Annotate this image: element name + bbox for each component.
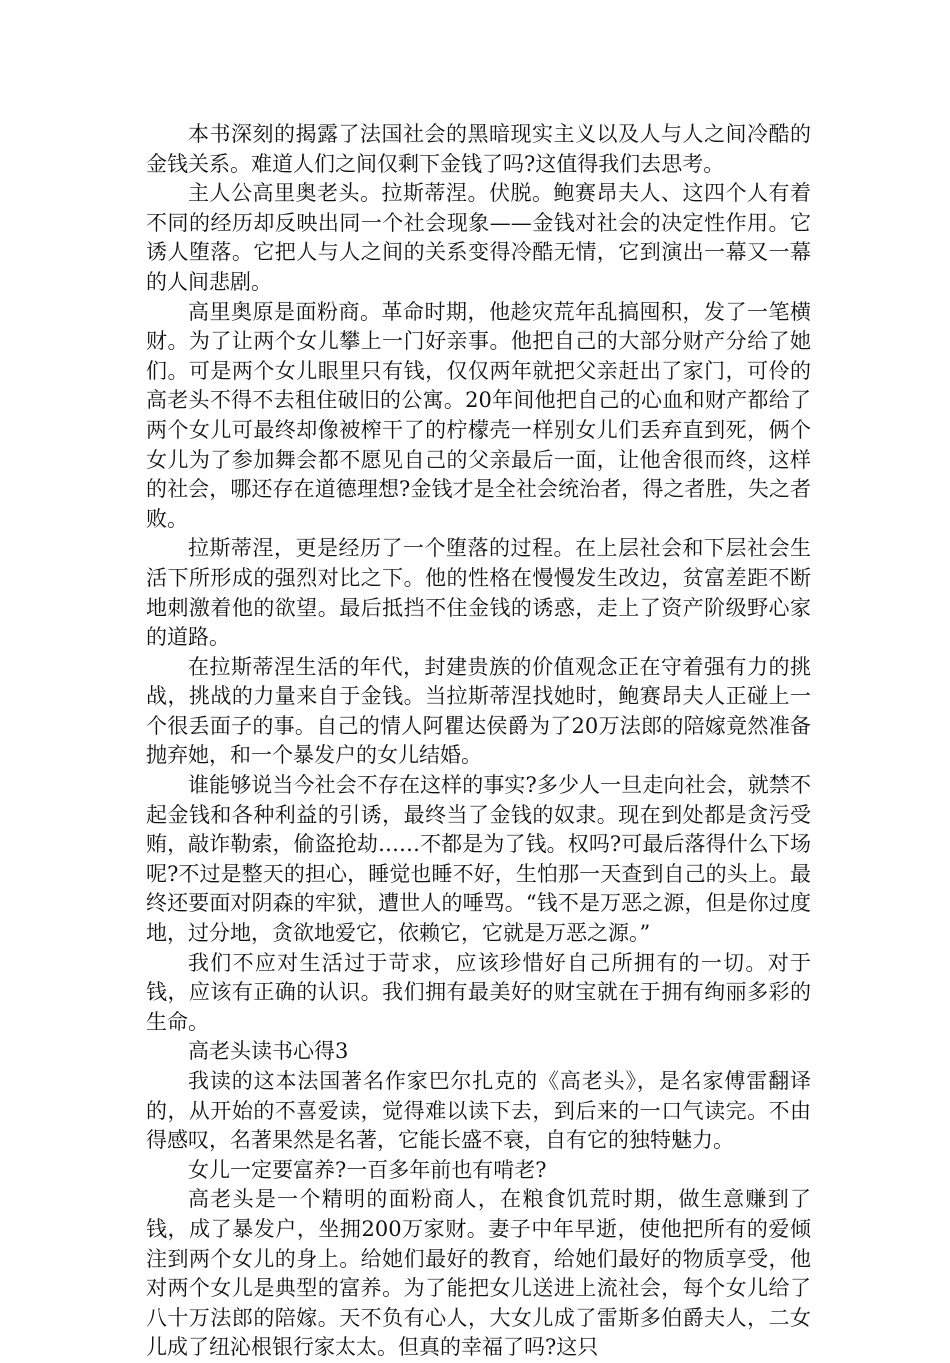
paragraph-question: 女儿一定要富养?一百多年前也有啃老? [188, 1157, 547, 1182]
document-page [146, 120, 811, 1363]
paragraph-characters: 主人公高里奥老头。拉斯蒂涅。伏脱。鲍赛昂夫人、这四个人有着不同的经历却反映出同一个社会现象——金钱对社会的决定性作用。它诱人堕落。它把人与人之间的关系变得冷酷无情，它到演出一幕又一幕的人间悲剧。 [146, 181, 811, 294]
paragraph-reflection: 谁能够说当今社会不存在这样的事实?多少人一旦走向社会，就禁不起金钱和各种利益的引诱，最终当了金钱的奴隶。现在到处都是贪污受贿，敲诈勒索，偷盗抢劫……不都是为了钱。权吗?可最后落得什么下场呢?不过是整天的担心，睡觉也睡不好，生怕那一天查到自己的头上。最终还要面对阴森的牢狱，遭世人的唾骂。“钱不是万恶之源，但是你过度地，过分地，贪欲地爱它，依赖它，它就是万恶之源。” [146, 773, 811, 946]
paragraph-rastignac: 拉斯蒂涅，更是经历了一个堕落的过程。在上层社会和下层社会生活下所形成的强烈对比之下。他的性格在慢慢发生改边，贫富差距不断地刺激着他的欲望。最后抵挡不住金钱的诱惑，走上了资产阶级野心家的道路。 [146, 536, 811, 650]
paragraph-conclusion: 我们不应对生活过于苛求，应该珍惜好自己所拥有的一切。对于钱，应该有正确的认识。我们拥有最美好的财宝就在于拥有绚丽多彩的生命。 [146, 950, 811, 1034]
paragraph-intro: 本书深刻的揭露了法国社会的黑暗现实主义以及人与人之间冷酷的金钱关系。难道人们之间仅剩下金钱了吗?这值得我们去思考。 [146, 122, 811, 176]
paragraph-beauseant: 在拉斯蒂涅生活的年代，封建贵族的价值观念正在守着强有力的挑战，挑战的力量来自于金钱。当拉斯蒂涅找她时，鲍赛昂夫人正碰上一个很丢面子的事。自己的情人阿瞿达侯爵为了20万法郎的陪嫁竟然准备抛弃她，和一个暴发户的女儿结婚。 [146, 654, 811, 768]
paragraph-daughters: 高老头是一个精明的面粉商人，在粮食饥荒时期，做生意赚到了钱，成了暴发户，坐拥200万家财。妻子中年早逝，使他把所有的爱倾注到两个女儿的身上。给她们最好的教育，给她们最好的物质享受，他对两个女儿是典型的富养。为了能把女儿送进上流社会，每个女儿给了八十万法郎的陪嫁。天不负有心人，大女儿成了雷斯多伯爵夫人，二女儿成了纽沁根银行家太太。但真的幸福了吗?这只 [146, 1187, 811, 1360]
paragraph-book-intro: 我读的这本法国著名作家巴尔扎克的《高老头》，是名家傅雷翻译的，从开始的不喜爱读，觉得难以读下去，到后来的一口气读完。不由得感叹，名著果然是名著，它能长盛不衰，自有它的独特魅力。 [146, 1069, 811, 1153]
section-heading: 高老头读书心得3 [188, 1039, 349, 1064]
paragraph-goriot: 高里奥原是面粉商。革命时期，他趁灾荒年乱搞囤积，发了一笔横财。为了让两个女儿攀上一门好亲事。他把自己的大部分财产分给了她们。可是两个女儿眼里只有钱，仅仅两年就把父亲赶出了家门，可伶的高老头不得不去租住破旧的公寓。20年间他把自己的心血和财产都给了两个女儿可最终却像被榨干了的柠檬壳一样别女儿们丢弃直到死，俩个女儿为了参加舞会都不愿见自己的父亲最后一面，让他舍很而终，这样的社会，哪还存在道德理想?金钱才是全社会统治者，得之者胜，失之者败。 [146, 299, 811, 531]
